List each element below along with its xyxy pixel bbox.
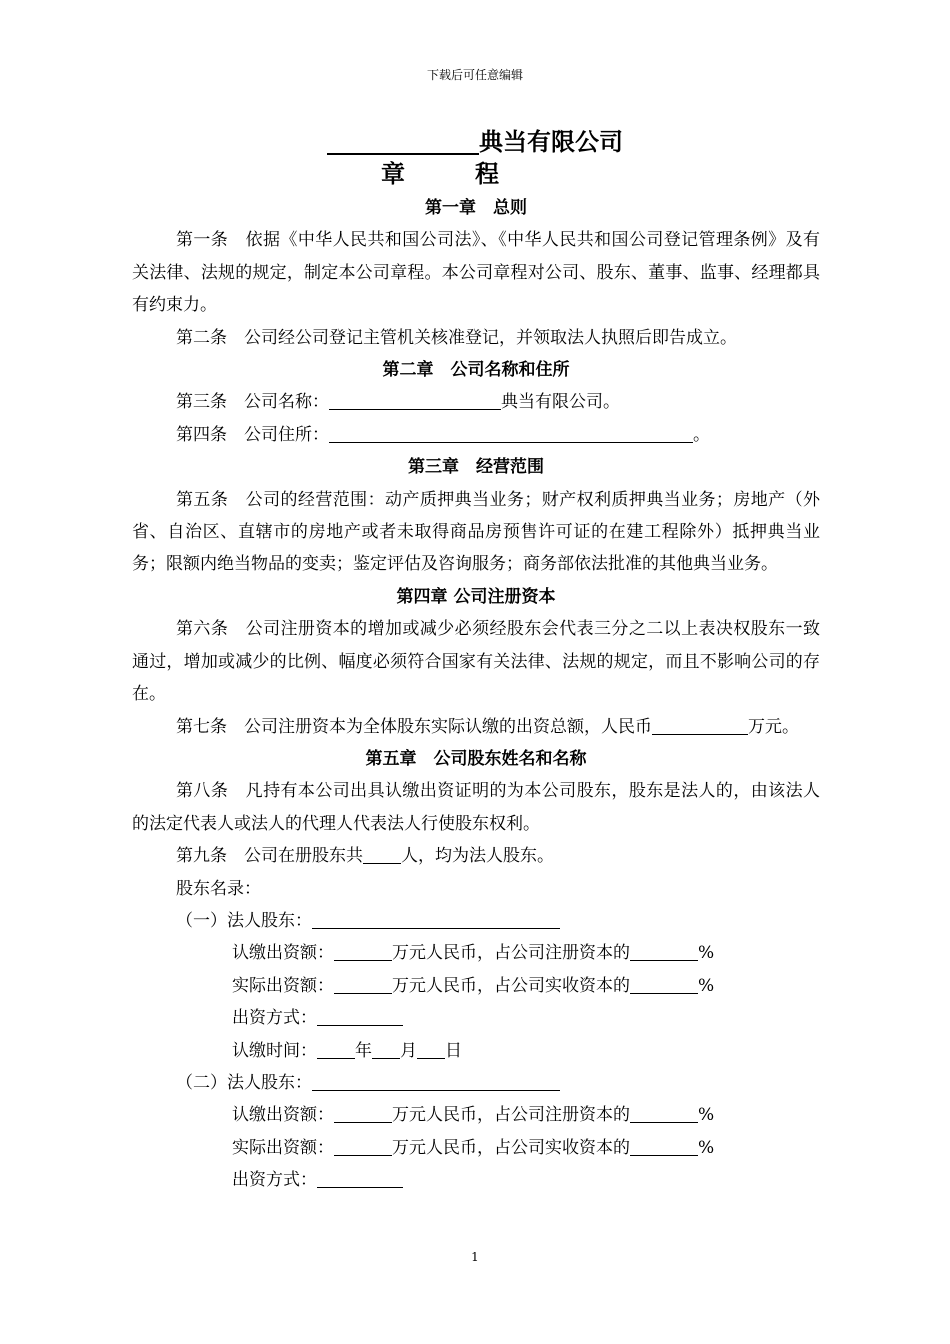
year-label: 年	[355, 1040, 372, 1061]
percent-sign: %	[698, 1137, 715, 1158]
paid-amount-field	[334, 975, 392, 994]
article-9	[132, 840, 820, 872]
shareholder-1-paid	[132, 970, 820, 1002]
article-1: 第一条 依据《中华人民共和国公司法》、《中华人民共和国公司登记管理条例》及有关法律、法规的规定，制定本公司章程。本公司章程对公司、股东、董事、监事、经理都具有约束力。	[132, 230, 820, 316]
document-title	[0, 126, 950, 158]
subscribed-percent-field	[630, 1104, 698, 1123]
shareholder-count-field	[363, 845, 401, 864]
company-name-field	[329, 391, 501, 410]
chapter-2-heading: 第二章 公司名称和住所	[382, 360, 570, 381]
shareholder-1-subscribed	[132, 937, 820, 969]
header-note: 下载后可任意编辑	[426, 68, 523, 82]
subscribed-percent-field	[630, 942, 698, 961]
subscribed-amount-field	[334, 1104, 392, 1123]
chapter-4-heading: 第四章 公司注册资本	[396, 586, 556, 607]
paid-text: 万元人民币，占公司实收资本的	[392, 1137, 630, 1158]
article-9-suffix: 人，均为法人股东。	[401, 846, 554, 867]
page-number: 1	[471, 1250, 479, 1264]
method-field	[317, 1007, 403, 1026]
paid-text: 万元人民币，占公司实收资本的	[392, 975, 630, 996]
roster-label: 股东名录：	[176, 878, 261, 899]
method-label: 出资方式：	[232, 1170, 317, 1191]
document-body	[132, 192, 820, 1197]
article-3	[132, 386, 820, 418]
registered-capital-field	[652, 716, 748, 735]
shareholder-2-name-field	[312, 1072, 560, 1091]
article-4	[132, 419, 820, 451]
day-field	[417, 1040, 445, 1059]
subscribed-text: 万元人民币，占公司注册资本的	[392, 943, 630, 964]
document-subtitle: 章程	[381, 159, 569, 188]
article-4-label: 第四条 公司住所：	[176, 424, 329, 445]
article-4-suffix: 。	[693, 424, 710, 445]
subscribed-amount-field	[334, 942, 392, 961]
article-6: 第六条 公司注册资本的增加或减少必须经股东会代表三分之二以上表决权股东一致通过，增加或减少的比例、幅度必须符合国家有关法律、法规的规定，而且不影响公司的存在。	[132, 619, 820, 705]
shareholder-2-method	[132, 1164, 820, 1196]
paid-percent-field	[630, 1137, 698, 1156]
chapter-1-heading: 第一章 总则	[425, 198, 527, 218]
chapter-3-heading: 第三章 经营范围	[408, 457, 544, 478]
percent-sign: %	[698, 975, 715, 996]
paid-percent-field	[630, 975, 698, 994]
shareholder-1-time	[132, 1035, 820, 1067]
time-label: 认缴时间：	[232, 1040, 317, 1061]
company-name-blank	[327, 127, 479, 155]
article-7	[132, 711, 820, 743]
year-field	[317, 1040, 355, 1059]
shareholder-1-method	[132, 1002, 820, 1034]
percent-sign: %	[698, 1105, 715, 1126]
paid-amount-field	[334, 1137, 392, 1156]
article-9-text: 第九条 公司在册股东共	[176, 846, 363, 867]
article-2: 第二条 公司经公司登记主管机关核准登记，并领取法人执照后即告成立。	[176, 327, 737, 348]
shareholder-2-name	[132, 1067, 820, 1099]
article-8: 第八条 凡持有本公司出具认缴出资证明的为本公司股东，股东是法人的，由该法人的法定代表人或法人的代理人代表法人行使股东权利。	[132, 781, 820, 834]
paid-label: 实际出资额：	[232, 975, 334, 996]
chapter-5-heading: 第五章 公司股东姓名和名称	[365, 748, 587, 769]
company-address-field	[329, 424, 693, 443]
paid-label: 实际出资额：	[232, 1137, 334, 1158]
shareholder-1-name-field	[312, 910, 560, 929]
subscribed-label: 认缴出资额：	[232, 943, 334, 964]
day-label: 日	[445, 1040, 462, 1061]
month-field	[372, 1040, 400, 1059]
article-7-text: 第七条 公司注册资本为全体股东实际认缴的出资总额，人民币	[176, 716, 652, 737]
article-7-suffix: 万元。	[748, 716, 799, 737]
article-5: 第五条 公司的经营范围：动产质押典当业务；财产权利质押典当业务；房地产（外省、自治区、直辖市的房地产或者未取得商品房预售许可证的在建工程除外）抵押典当业务；限额内绝当物品的变卖；鉴定评估及咨询服务；商务部依法批准的其他典当业务。	[132, 489, 820, 575]
title-suffix: 典当有限公司	[479, 127, 623, 156]
article-3-suffix: 典当有限公司。	[501, 392, 620, 413]
shareholder-1-name	[132, 905, 820, 937]
article-3-label: 第三条 公司名称：	[176, 392, 329, 413]
subscribed-text: 万元人民币，占公司注册资本的	[392, 1105, 630, 1126]
shareholder-2-paid	[132, 1132, 820, 1164]
subscribed-label: 认缴出资额：	[232, 1105, 334, 1126]
shareholder-2-label: （二）法人股东：	[176, 1072, 312, 1093]
percent-sign: %	[698, 943, 715, 964]
shareholder-2-subscribed	[132, 1099, 820, 1131]
method-field	[317, 1169, 403, 1188]
month-label: 月	[400, 1040, 417, 1061]
method-label: 出资方式：	[232, 1008, 317, 1029]
shareholder-1-label: （一）法人股东：	[176, 910, 312, 931]
